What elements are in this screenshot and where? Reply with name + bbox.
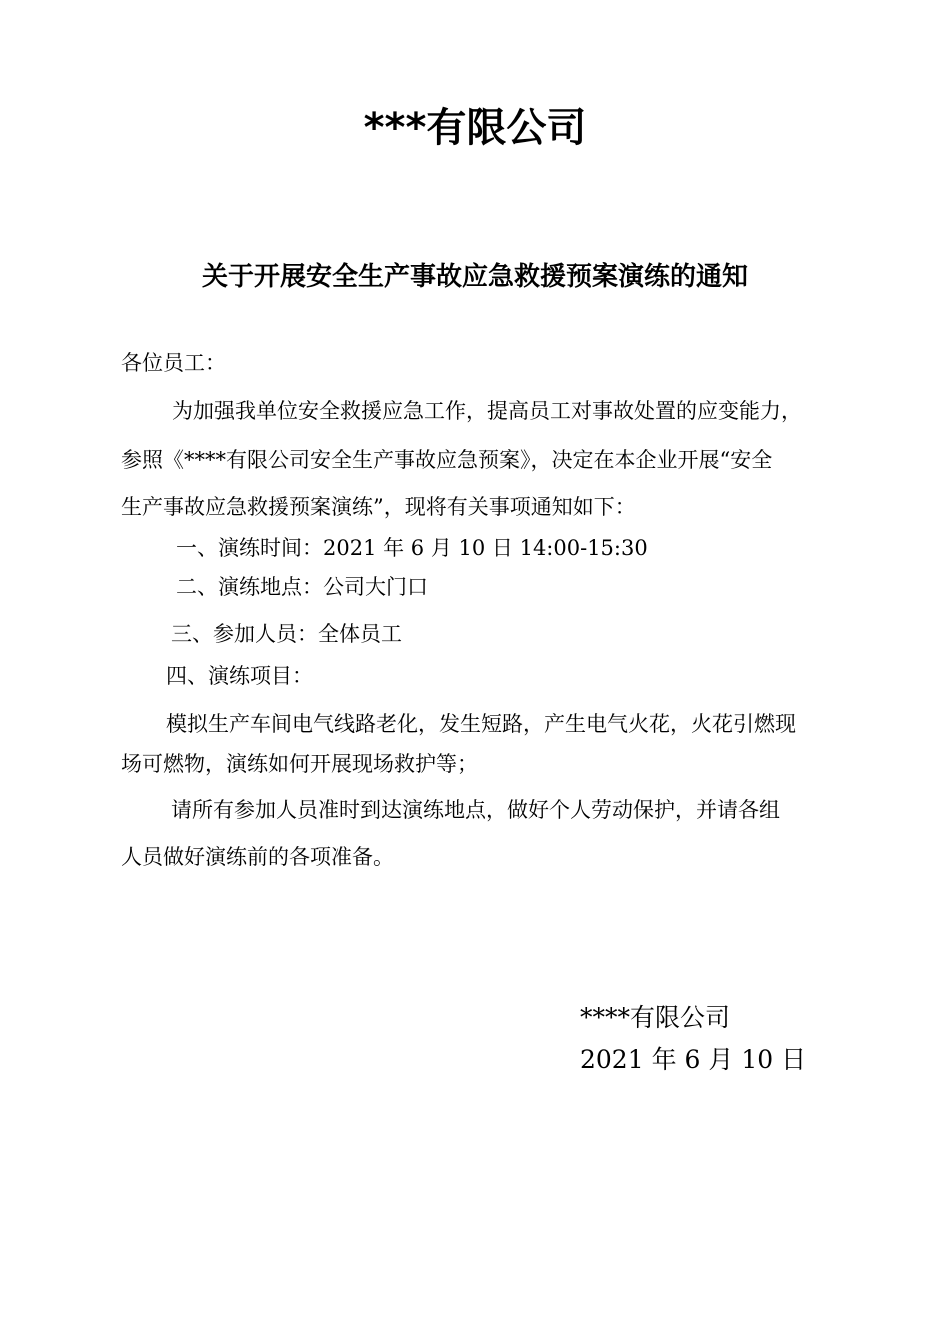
- item-participants: 三、参加人员：全体员工: [171, 622, 402, 646]
- request-line-1: 请所有参加人员准时到达演练地点，做好个人劳动保护，并请各组: [171, 798, 780, 822]
- signature-date: 2021 年 6 月 10 日: [580, 1045, 807, 1074]
- company-title: ***有限公司: [363, 105, 587, 151]
- item-drill-time: 一、演练时间：2021 年 6 月 10 日 14:00-15:30: [176, 536, 648, 560]
- project-line-1: 模拟生产车间电气线路老化，发生短路，产生电气火花，火花引燃现: [166, 712, 796, 736]
- notice-title: 关于开展安全生产事故应急救援预案演练的通知: [201, 262, 748, 292]
- project-line-2: 场可燃物，演练如何开展现场救护等；: [121, 752, 478, 776]
- item-drill-project: 四、演练项目：: [166, 664, 313, 688]
- intro-line-1: 为加强我单位安全救援应急工作，提高员工对事故处置的应变能力，: [172, 399, 802, 423]
- request-line-2: 人员做好演练前的各项准备。: [121, 845, 394, 869]
- signature-company: ****有限公司: [580, 1003, 731, 1032]
- salutation: 各位员工：: [121, 351, 226, 375]
- intro-line-2: 参照《****有限公司安全生产事故应急预案》，决定在本企业开展“安全: [121, 448, 773, 472]
- intro-line-3: 生产事故应急救援预案演练”，现将有关事项通知如下：: [121, 495, 636, 519]
- item-drill-place: 二、演练地点：公司大门口: [176, 575, 428, 599]
